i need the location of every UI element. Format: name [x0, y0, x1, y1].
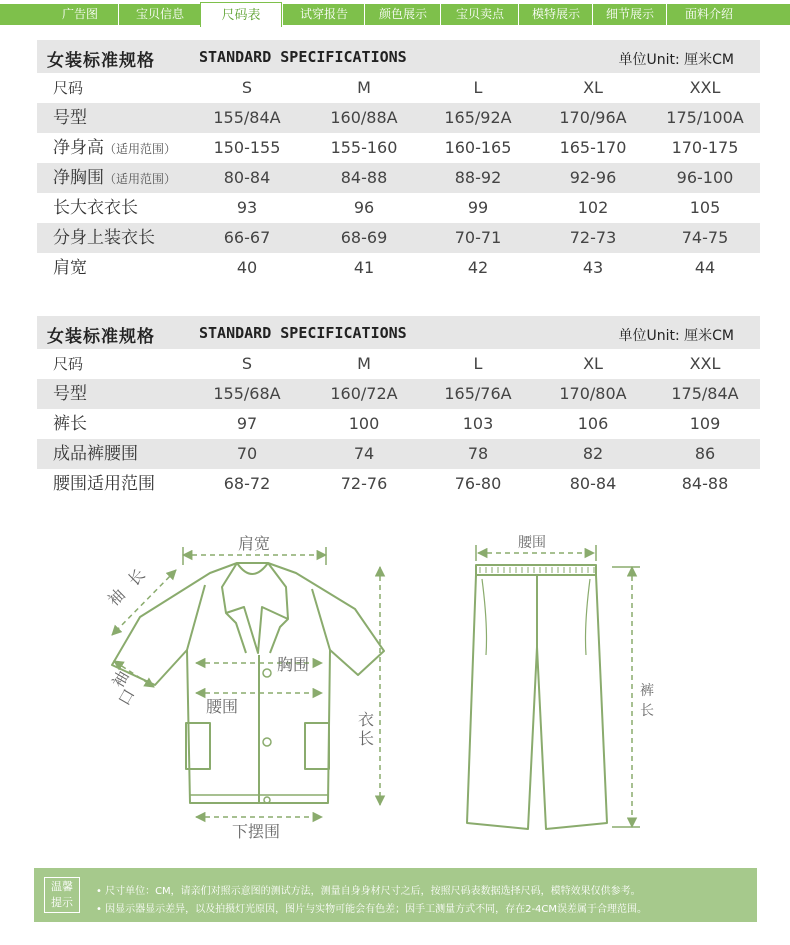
jacket-size-table	[37, 40, 760, 283]
cell-value: 165/76A	[444, 384, 512, 403]
cell-value: 72-73	[569, 228, 617, 247]
row-label: 净胸围（适用范围）	[53, 168, 177, 188]
cell-value: 70-71	[454, 228, 502, 247]
jacket-pocket	[305, 723, 329, 769]
cell-value: 66-67	[223, 228, 271, 247]
header-label: 尺码	[53, 355, 84, 373]
cell-value: 88-92	[454, 168, 502, 187]
cell-value: 105	[689, 198, 721, 217]
cell-value: 70	[236, 444, 258, 463]
size-xl: XL	[583, 354, 603, 373]
pants-diagram	[467, 565, 607, 829]
pants-size-table	[37, 316, 760, 499]
size-xl: XL	[583, 78, 603, 97]
label-hem: 下摆围	[232, 822, 281, 841]
size-m: M	[357, 354, 371, 373]
label-sleeve-2: 长	[123, 564, 149, 590]
table-row	[37, 469, 760, 499]
cell-value: 43	[582, 258, 604, 277]
table-row	[37, 133, 760, 163]
table-title-bar	[37, 316, 760, 349]
tips-badge: 温馨 提示	[44, 877, 80, 913]
table-title-bar	[37, 40, 760, 73]
table-row	[37, 409, 760, 439]
jacket-button	[263, 738, 271, 746]
cell-value: 170/96A	[559, 108, 627, 127]
table-title-en: STANDARD SPECIFICATIONS	[199, 324, 407, 342]
row-label: 号型	[53, 108, 87, 128]
cell-value: 165/92A	[444, 108, 512, 127]
table-title-en: STANDARD SPECIFICATIONS	[199, 48, 407, 66]
tab-colors[interactable]: 颜色展示	[364, 4, 441, 25]
row-label: 腰围适用范围	[53, 474, 155, 494]
size-xxl: XXL	[689, 78, 721, 97]
size-l: L	[473, 354, 483, 373]
measurement-diagram	[0, 525, 790, 845]
row-label: 号型	[53, 384, 87, 404]
jacket-diagram	[112, 563, 384, 803]
cell-value: 84-88	[681, 474, 729, 493]
cell-value: 109	[689, 414, 721, 433]
table-row	[37, 163, 760, 193]
cell-value: 41	[353, 258, 375, 277]
cell-value: 103	[462, 414, 494, 433]
cell-value: 155-160	[330, 138, 398, 157]
table-row	[37, 103, 760, 133]
tab-ad-image[interactable]: 广告图	[61, 7, 98, 21]
table-row	[37, 439, 760, 469]
pants-measures	[476, 545, 640, 827]
label-cuff-2: 口	[114, 685, 139, 709]
cell-value: 155/84A	[213, 108, 281, 127]
cell-value: 97	[236, 414, 258, 433]
cell-value: 68-72	[223, 474, 271, 493]
cell-value: 74	[353, 444, 375, 463]
table-row	[37, 253, 760, 283]
row-label: 成品裤腰围	[53, 444, 138, 464]
label-length: 衣	[358, 710, 375, 729]
cell-value: 175/84A	[671, 384, 739, 403]
label-pants-length: 裤	[640, 683, 654, 699]
cell-value: 72-76	[340, 474, 388, 493]
cell-value: 86	[694, 444, 716, 463]
cell-value: 99	[467, 198, 489, 217]
label-chest: 胸围	[277, 655, 310, 674]
label-waist: 腰围	[206, 697, 239, 716]
table-title-cn: 女装标准规格	[47, 51, 155, 71]
cell-value: 96	[353, 198, 375, 217]
row-label: 肩宽	[53, 258, 87, 278]
label-sleeve: 袖	[103, 584, 129, 610]
table-unit: 单位Unit: 厘米CM	[618, 328, 734, 344]
cell-value: 170-175	[671, 138, 739, 157]
table-row	[37, 379, 760, 409]
table-header-row	[37, 73, 760, 103]
table-row	[37, 223, 760, 253]
cell-value: 82	[582, 444, 604, 463]
table-row	[37, 193, 760, 223]
jacket-outline	[112, 563, 384, 803]
cell-value: 74-75	[681, 228, 729, 247]
cell-value: 80-84	[569, 474, 617, 493]
pants-waistband	[476, 565, 596, 575]
label-pants-length-2: 长	[640, 703, 654, 719]
cell-value: 102	[577, 198, 609, 217]
size-chart-nav	[0, 0, 790, 30]
size-s: S	[241, 78, 253, 97]
cell-value: 165-170	[559, 138, 627, 157]
cell-value: 42	[467, 258, 489, 277]
tips-box	[34, 868, 757, 922]
row-label: 分身上装衣长	[53, 228, 155, 248]
jacket-measures	[112, 547, 380, 817]
cell-value: 68-69	[340, 228, 388, 247]
jacket-button	[263, 669, 271, 677]
cell-value: 150-155	[213, 138, 281, 157]
tab-model[interactable]: 模特展示	[518, 4, 593, 25]
row-label: 净身高（适用范围）	[53, 138, 177, 158]
cell-value: 78	[467, 444, 489, 463]
cell-value: 80-84	[223, 168, 271, 187]
label-cuff: 袖	[108, 667, 133, 691]
label-pants-waist: 腰围	[518, 535, 546, 551]
tip-line: • 因显示器显示差异，以及拍摄灯光原因，图片与实物可能会有色差；因手工测量方式不同，存在2-4CM误差属于合理范围。	[96, 904, 648, 915]
tab-item-info[interactable]: 宝贝信息	[118, 4, 201, 25]
size-xxl: XXL	[689, 354, 721, 373]
size-m: M	[357, 78, 371, 97]
tab-size-chart[interactable]: 尺码表	[200, 2, 282, 27]
size-s: S	[241, 354, 253, 373]
tab-details[interactable]: 细节展示	[592, 4, 667, 25]
cell-value: 84-88	[340, 168, 388, 187]
size-l: L	[473, 78, 483, 97]
cell-value: 160/88A	[330, 108, 398, 127]
tip-line: • 尺寸单位：CM，请亲们对照示意图的测试方法，测量自身身材尺寸之后，按照尺码表数据选择尺码，模特效果仅供参考。	[96, 886, 641, 897]
header-label: 尺码	[53, 79, 84, 97]
tab-fabric[interactable]: 面料介绍	[666, 4, 751, 25]
tab-fitting-report[interactable]: 试穿报告	[282, 4, 365, 25]
cell-value: 155/68A	[213, 384, 281, 403]
row-label: 裤长	[53, 414, 87, 434]
table-title-cn: 女装标准规格	[47, 327, 155, 347]
label-length-2: 长	[358, 729, 375, 748]
tab-selling-points[interactable]: 宝贝卖点	[440, 4, 519, 25]
cell-value: 76-80	[454, 474, 502, 493]
row-label: 长大衣衣长	[53, 198, 138, 218]
table-unit: 单位Unit: 厘米CM	[618, 52, 734, 68]
cell-value: 170/80A	[559, 384, 627, 403]
cell-value: 92-96	[569, 168, 617, 187]
cell-value: 44	[694, 258, 716, 277]
cell-value: 96-100	[676, 168, 734, 187]
cell-value: 175/100A	[666, 108, 744, 127]
cell-value: 160-165	[444, 138, 512, 157]
table-header-row	[37, 349, 760, 379]
cell-value: 160/72A	[330, 384, 398, 403]
jacket-collar	[222, 563, 288, 653]
cell-value: 40	[236, 258, 258, 277]
label-shoulder: 肩宽	[238, 534, 271, 553]
cell-value: 93	[236, 198, 258, 217]
cell-value: 100	[348, 414, 380, 433]
cell-value: 106	[577, 414, 609, 433]
